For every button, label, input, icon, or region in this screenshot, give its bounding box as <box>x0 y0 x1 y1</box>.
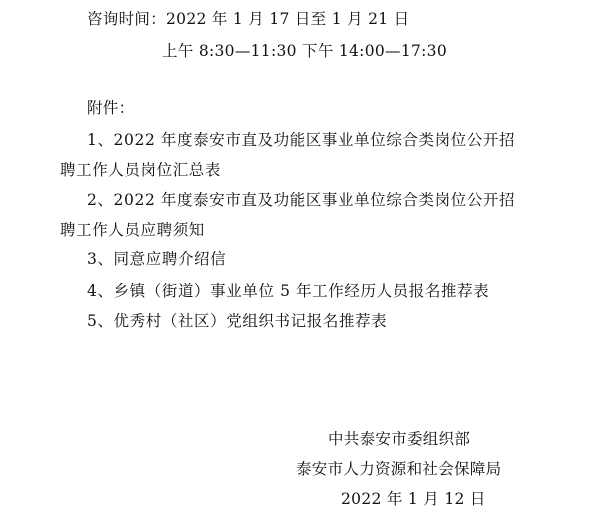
attachment-item-1-continued: 聘工作人员岗位汇总表 <box>60 161 222 179</box>
attachment-item-1: 1、2022 年度泰安市直及功能区事业单位综合类岗位公开招 <box>87 131 516 149</box>
attachment-item-4: 4、乡镇（街道）事业单位 5 年工作经历人员报名推荐表 <box>87 282 490 300</box>
attachment-item-2-continued: 聘工作人员应聘须知 <box>60 221 205 239</box>
signature-date: 2022 年 1 月 12 日 <box>341 490 486 508</box>
attachment-item-5: 5、优秀村（社区）党组织书记报名推荐表 <box>87 312 388 330</box>
signature-org-2: 泰安市人力资源和社会保障局 <box>296 460 502 478</box>
consultation-time: 咨询时间：2022 年 1 月 17 日至 1 月 21 日 <box>87 10 410 28</box>
consultation-hours: 上午 8:30—11:30 下午 14:00—17:30 <box>162 42 447 60</box>
signature-org-1: 中共泰安市委组织部 <box>328 430 471 448</box>
attachment-item-3: 3、同意应聘介绍信 <box>87 250 227 268</box>
attachment-item-2: 2、2022 年度泰安市直及功能区事业单位综合类岗位公开招 <box>87 191 516 209</box>
attachments-heading: 附件： <box>87 99 135 117</box>
